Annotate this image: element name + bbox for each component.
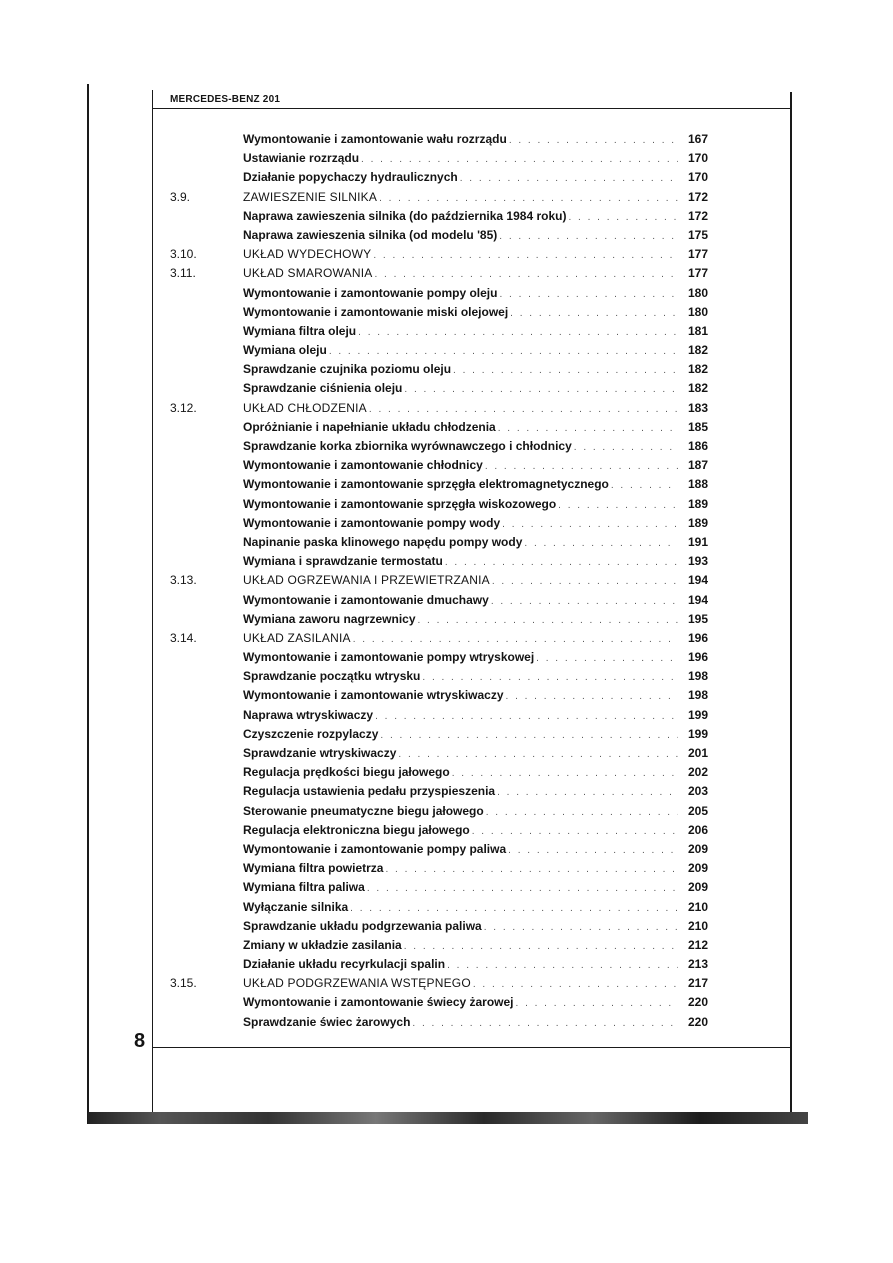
dot-leader bbox=[373, 246, 678, 265]
toc-page-number: 182 bbox=[687, 381, 708, 396]
toc-page-number: 205 bbox=[687, 803, 708, 818]
toc-entry-title: Naprawa zawieszenia silnika (do października 1984 roku) bbox=[243, 208, 567, 223]
toc-entry-title: Sprawdzanie układu podgrzewania paliwa bbox=[243, 918, 482, 933]
toc-entry-title: Napinanie paska klinowego napędu pompy wody bbox=[243, 534, 523, 549]
toc-page-number: 187 bbox=[687, 458, 708, 473]
toc-page-number: 206 bbox=[687, 822, 708, 837]
toc-entry bbox=[243, 782, 708, 802]
toc-entry-title: Wymontowanie i zamontowanie pompy wody bbox=[243, 515, 501, 530]
toc-entry bbox=[243, 763, 708, 783]
toc-page-number: 209 bbox=[687, 861, 708, 876]
left-inner-rule bbox=[152, 90, 153, 1120]
toc-entry-title: Działanie układu recyrkulacji spalin bbox=[243, 957, 446, 972]
toc-page-number: 183 bbox=[687, 400, 708, 415]
header-rule bbox=[152, 108, 792, 109]
dot-leader bbox=[404, 380, 678, 399]
toc-page-number: 203 bbox=[687, 784, 708, 799]
toc-entry bbox=[243, 495, 708, 515]
toc-entry-row bbox=[170, 495, 708, 514]
toc-entry bbox=[243, 686, 708, 706]
toc-entry-title: ZAWIESZENIE SILNIKA bbox=[243, 189, 378, 204]
toc-page-number: 180 bbox=[687, 285, 708, 300]
toc-page-number: 186 bbox=[687, 439, 708, 453]
toc-page-number: 191 bbox=[687, 534, 708, 549]
dot-leader bbox=[502, 515, 678, 534]
toc-entry-title: Wymiana filtra paliwa bbox=[243, 880, 365, 895]
toc-page-number: 177 bbox=[687, 266, 708, 281]
toc-entry-title: Wyłączanie silnika bbox=[243, 899, 349, 914]
dot-leader bbox=[611, 476, 678, 495]
dot-leader bbox=[506, 687, 678, 706]
toc-entry bbox=[243, 725, 708, 745]
toc-entry-row bbox=[170, 149, 708, 168]
toc-entry-row bbox=[170, 955, 708, 974]
toc-entry-row bbox=[170, 437, 708, 456]
dot-leader bbox=[445, 553, 678, 572]
toc-page-number: 201 bbox=[687, 746, 708, 760]
dot-leader bbox=[369, 400, 678, 419]
toc-entry-title: UKŁAD PODGRZEWANIA WSTĘPNEGO bbox=[243, 976, 471, 991]
toc-entry bbox=[243, 514, 708, 534]
dot-leader bbox=[498, 419, 678, 438]
toc-entry-row bbox=[170, 533, 708, 552]
toc-entry-title: Naprawa wtryskiwaczy bbox=[243, 707, 374, 722]
toc-page-number: 182 bbox=[687, 362, 708, 377]
toc-page-number: 172 bbox=[687, 208, 708, 223]
dot-leader bbox=[472, 822, 678, 841]
toc-entry bbox=[243, 859, 708, 879]
dot-leader bbox=[508, 841, 678, 860]
toc-entry-title: Wymontowanie i zamontowanie dmuchawy bbox=[243, 592, 489, 607]
toc-entry-title: Działanie popychaczy hydraulicznych bbox=[243, 170, 458, 185]
toc-entry-title: Sprawdzanie wtryskiwaczy bbox=[243, 746, 397, 760]
dot-leader bbox=[486, 803, 678, 822]
toc-section-number: 3.13. bbox=[170, 573, 197, 588]
toc-entry-row bbox=[170, 341, 708, 360]
toc-entry bbox=[243, 264, 708, 284]
toc-entry-title: UKŁAD SMAROWANIA bbox=[243, 266, 373, 281]
toc-page-number: 199 bbox=[687, 726, 708, 741]
toc-entry bbox=[243, 878, 708, 898]
toc-entry bbox=[243, 322, 708, 342]
toc-page-number: 194 bbox=[687, 573, 708, 588]
toc-page-number: 182 bbox=[687, 343, 708, 358]
dot-leader bbox=[418, 611, 679, 630]
toc-entry-row bbox=[170, 667, 708, 686]
toc-section-row bbox=[170, 188, 708, 207]
dot-leader bbox=[422, 668, 678, 687]
toc-entry-title: Naprawa zawieszenia silnika (od modelu '85) bbox=[243, 227, 498, 242]
toc-page-number: 202 bbox=[687, 765, 708, 780]
toc-entry-row bbox=[170, 379, 708, 398]
dot-leader bbox=[358, 323, 678, 342]
toc-entry bbox=[243, 456, 708, 476]
toc-entry-row bbox=[170, 936, 708, 955]
toc-section-number: 3.11. bbox=[170, 266, 196, 281]
toc-entry-row bbox=[170, 303, 708, 322]
toc-page-number: 177 bbox=[687, 247, 708, 262]
toc-entry-title: Sprawdzanie korka zbiornika wyrównawczego i chłodnicy bbox=[243, 439, 572, 453]
toc-entry-row bbox=[170, 130, 708, 149]
toc-entry-row bbox=[170, 610, 708, 629]
toc-entry bbox=[243, 802, 708, 822]
toc-entry-row bbox=[170, 763, 708, 782]
dot-leader bbox=[404, 937, 678, 956]
toc-entry bbox=[243, 379, 708, 399]
toc-page-number: 167 bbox=[687, 132, 708, 146]
dot-leader bbox=[380, 726, 678, 745]
toc-entry bbox=[243, 245, 708, 265]
dot-leader bbox=[367, 879, 678, 898]
toc-entry-row bbox=[170, 917, 708, 936]
toc-page-number: 196 bbox=[687, 650, 708, 665]
toc-entry-title: Wymontowanie i zamontowanie pompy wtryskowej bbox=[243, 650, 535, 665]
toc-page-number: 181 bbox=[687, 323, 708, 338]
toc-entry-row bbox=[170, 686, 708, 705]
toc-entry-row bbox=[170, 1013, 708, 1032]
toc-entry bbox=[243, 840, 708, 860]
toc-page-number: 189 bbox=[687, 496, 708, 511]
toc-entry-row bbox=[170, 168, 708, 187]
toc-entry bbox=[243, 955, 708, 975]
toc-entry bbox=[243, 706, 708, 726]
dot-leader bbox=[491, 592, 678, 611]
toc-entry-row bbox=[170, 898, 708, 917]
toc-entry bbox=[243, 821, 708, 841]
toc-entry-row bbox=[170, 821, 708, 840]
toc-entry-title: UKŁAD WYDECHOWY bbox=[243, 247, 372, 262]
toc-section-row bbox=[170, 571, 708, 590]
dot-leader bbox=[375, 707, 678, 726]
toc-entry-title: UKŁAD OGRZEWANIA I PRZEWIETRZANIA bbox=[243, 573, 490, 588]
toc-entry bbox=[243, 917, 708, 937]
toc-entry-row bbox=[170, 840, 708, 859]
dot-leader bbox=[574, 438, 678, 457]
toc-entry-row bbox=[170, 591, 708, 610]
dot-leader bbox=[492, 572, 678, 591]
toc-entry bbox=[243, 149, 708, 169]
toc-section-row bbox=[170, 399, 708, 418]
toc-page-number: 220 bbox=[687, 1014, 708, 1029]
toc-page-number: 193 bbox=[687, 554, 708, 569]
table-of-contents bbox=[170, 130, 708, 1032]
toc-entry bbox=[243, 226, 708, 246]
dot-leader bbox=[558, 496, 678, 515]
toc-page-number: 209 bbox=[687, 880, 708, 895]
toc-section-number: 3.9. bbox=[170, 189, 191, 204]
toc-entry-title: Wymiana i sprawdzanie termostatu bbox=[243, 554, 443, 569]
toc-page-number: 210 bbox=[687, 918, 708, 933]
dot-leader bbox=[353, 630, 678, 649]
dot-leader bbox=[509, 131, 678, 150]
toc-entry-title: Sprawdzanie ciśnienia oleju bbox=[243, 381, 403, 396]
toc-entry-row bbox=[170, 226, 708, 245]
toc-entry-row bbox=[170, 475, 708, 494]
toc-entry-title: Sprawdzanie świec żarowych bbox=[243, 1014, 411, 1029]
toc-entry-row bbox=[170, 207, 708, 226]
toc-page-number: 175 bbox=[687, 227, 708, 242]
toc-entry bbox=[243, 552, 708, 572]
toc-entry-title: Wymontowanie i zamontowanie pompy oleju bbox=[243, 285, 498, 300]
toc-entry bbox=[243, 974, 708, 994]
toc-entry bbox=[243, 1013, 708, 1033]
toc-page-number: 188 bbox=[687, 477, 708, 492]
dot-leader bbox=[453, 361, 678, 380]
toc-entry-title: Regulacja prędkości biegu jałowego bbox=[243, 765, 450, 780]
toc-entry-title: Wymiana filtra oleju bbox=[243, 323, 357, 338]
dot-leader bbox=[510, 304, 678, 323]
toc-entry bbox=[243, 168, 708, 188]
toc-entry bbox=[243, 936, 708, 956]
toc-page-number: 172 bbox=[687, 189, 708, 204]
toc-entry-title: Wymontowanie i zamontowanie pompy paliwa bbox=[243, 841, 507, 856]
toc-page-number: 170 bbox=[687, 151, 708, 166]
toc-entry bbox=[243, 993, 708, 1013]
dot-leader bbox=[499, 285, 678, 304]
toc-entry bbox=[243, 591, 708, 611]
toc-section-number: 3.10. bbox=[170, 247, 197, 262]
toc-entry-row bbox=[170, 802, 708, 821]
toc-entry bbox=[243, 399, 708, 419]
toc-page-number: 212 bbox=[687, 937, 708, 952]
toc-entry-title: UKŁAD CHŁODZENIA bbox=[243, 400, 367, 415]
toc-page-number: 170 bbox=[687, 170, 708, 185]
dot-leader bbox=[379, 189, 678, 208]
toc-page-number: 209 bbox=[687, 841, 708, 856]
toc-entry bbox=[243, 667, 708, 687]
toc-section-row bbox=[170, 629, 708, 648]
dot-leader bbox=[447, 956, 678, 975]
toc-entry-title: Wymontowanie i zamontowanie wtryskiwaczy bbox=[243, 688, 504, 703]
toc-page-number: 199 bbox=[687, 707, 708, 722]
toc-entry bbox=[243, 360, 708, 380]
toc-entry-title: Wymiana zaworu nagrzewnicy bbox=[243, 611, 416, 626]
dot-leader bbox=[484, 918, 678, 937]
toc-entry bbox=[243, 898, 708, 918]
toc-entry bbox=[243, 284, 708, 304]
toc-entry bbox=[243, 188, 708, 208]
toc-entry-title: Sprawdzanie początku wtrysku bbox=[243, 669, 421, 684]
toc-entry-title: Sprawdzanie czujnika poziomu oleju bbox=[243, 362, 452, 377]
toc-section-row bbox=[170, 245, 708, 264]
left-outer-rule bbox=[87, 84, 89, 1124]
toc-section-number: 3.14. bbox=[170, 630, 197, 645]
running-header: MERCEDES-BENZ 201 bbox=[170, 94, 281, 105]
dot-leader bbox=[499, 227, 678, 246]
dot-leader bbox=[485, 457, 678, 476]
toc-entry-title: Zmiany w układzie zasilania bbox=[243, 937, 402, 952]
toc-section-number: 3.12. bbox=[170, 400, 197, 415]
toc-entry-title: Wymontowanie i zamontowanie miski olejowej bbox=[243, 304, 509, 319]
toc-entry-title: Ustawianie rozrządu bbox=[243, 151, 360, 166]
toc-entry-title: Opróżnianie i napełnianie układu chłodzenia bbox=[243, 419, 496, 434]
toc-page-number: 196 bbox=[687, 630, 708, 645]
toc-page-number: 185 bbox=[687, 419, 708, 434]
toc-page-number: 198 bbox=[687, 669, 708, 684]
toc-entry bbox=[243, 533, 708, 553]
toc-entry-row bbox=[170, 993, 708, 1012]
dot-leader bbox=[374, 265, 678, 284]
toc-entry-title: Wymiana oleju bbox=[243, 343, 327, 358]
toc-entry bbox=[243, 303, 708, 323]
dot-leader bbox=[452, 764, 678, 783]
dot-leader bbox=[329, 342, 678, 361]
toc-entry bbox=[243, 341, 708, 361]
toc-entry-title: Sterowanie pneumatyczne biegu jałowego bbox=[243, 803, 484, 818]
toc-entry-row bbox=[170, 456, 708, 475]
right-rule bbox=[790, 92, 792, 1112]
toc-entry bbox=[243, 610, 708, 630]
toc-entry-row bbox=[170, 725, 708, 744]
dot-leader bbox=[473, 975, 678, 994]
dot-leader bbox=[568, 208, 678, 227]
toc-entry-title: Regulacja elektroniczna biegu jałowego bbox=[243, 822, 470, 837]
toc-entry bbox=[243, 629, 708, 649]
dot-leader bbox=[412, 1014, 678, 1033]
toc-entry bbox=[243, 437, 708, 457]
toc-entry bbox=[243, 207, 708, 227]
toc-entry-row bbox=[170, 648, 708, 667]
toc-page-number: 180 bbox=[687, 304, 708, 319]
toc-page-number: 213 bbox=[687, 957, 708, 972]
dot-leader bbox=[361, 150, 678, 169]
toc-entry-title: Wymiana filtra powietrza bbox=[243, 861, 384, 876]
toc-entry-row bbox=[170, 706, 708, 725]
toc-entry-row bbox=[170, 552, 708, 571]
toc-entry-title: Czyszczenie rozpylaczy bbox=[243, 726, 379, 741]
toc-entry-title: Wymontowanie i zamontowanie chłodnicy bbox=[243, 458, 483, 473]
toc-entry-row bbox=[170, 322, 708, 341]
toc-page-number: 198 bbox=[687, 688, 708, 703]
toc-section-row bbox=[170, 974, 708, 993]
toc-entry bbox=[243, 475, 708, 495]
dot-leader bbox=[536, 649, 678, 668]
toc-page-number: 189 bbox=[687, 515, 708, 530]
dot-leader bbox=[460, 169, 678, 188]
toc-entry bbox=[243, 130, 708, 150]
toc-entry-row bbox=[170, 744, 708, 763]
toc-entry-title: Wymontowanie i zamontowanie świecy żarowej bbox=[243, 995, 514, 1010]
toc-entry bbox=[243, 744, 708, 764]
toc-entry-title: Wymontowanie i zamontowanie wału rozrządu bbox=[243, 132, 507, 146]
dot-leader bbox=[398, 745, 678, 764]
page-number: 8 bbox=[134, 1030, 146, 1052]
toc-page-number: 194 bbox=[687, 592, 708, 607]
footer-rule bbox=[152, 1047, 792, 1048]
toc-page-number: 210 bbox=[687, 899, 708, 914]
toc-section-row bbox=[170, 264, 708, 283]
dot-leader bbox=[385, 860, 678, 879]
toc-page-number: 220 bbox=[687, 995, 708, 1010]
toc-entry bbox=[243, 648, 708, 668]
dot-leader bbox=[524, 534, 678, 553]
toc-entry-row bbox=[170, 782, 708, 801]
toc-entry-title: Wymontowanie i zamontowanie sprzęgła wiskozowego bbox=[243, 496, 557, 511]
toc-page-number: 217 bbox=[687, 976, 708, 991]
toc-entry-row bbox=[170, 514, 708, 533]
toc-entry-row bbox=[170, 878, 708, 897]
toc-entry-row bbox=[170, 418, 708, 437]
dot-leader bbox=[516, 994, 678, 1013]
toc-entry-row bbox=[170, 284, 708, 303]
dot-leader bbox=[350, 899, 678, 918]
scan-edge-artifact bbox=[88, 1112, 808, 1124]
toc-entry-title: UKŁAD ZASILANIA bbox=[243, 630, 351, 645]
toc-entry-row bbox=[170, 859, 708, 878]
toc-entry bbox=[243, 418, 708, 438]
toc-page-number: 195 bbox=[687, 611, 708, 626]
dot-leader bbox=[497, 783, 678, 802]
toc-entry-title: Wymontowanie i zamontowanie sprzęgła elektromagnetycznego bbox=[243, 477, 609, 492]
toc-section-number: 3.15. bbox=[170, 976, 197, 991]
toc-entry bbox=[243, 571, 708, 591]
toc-entry-row bbox=[170, 360, 708, 379]
toc-entry-title: Regulacja ustawienia pedału przyspieszenia bbox=[243, 784, 496, 799]
